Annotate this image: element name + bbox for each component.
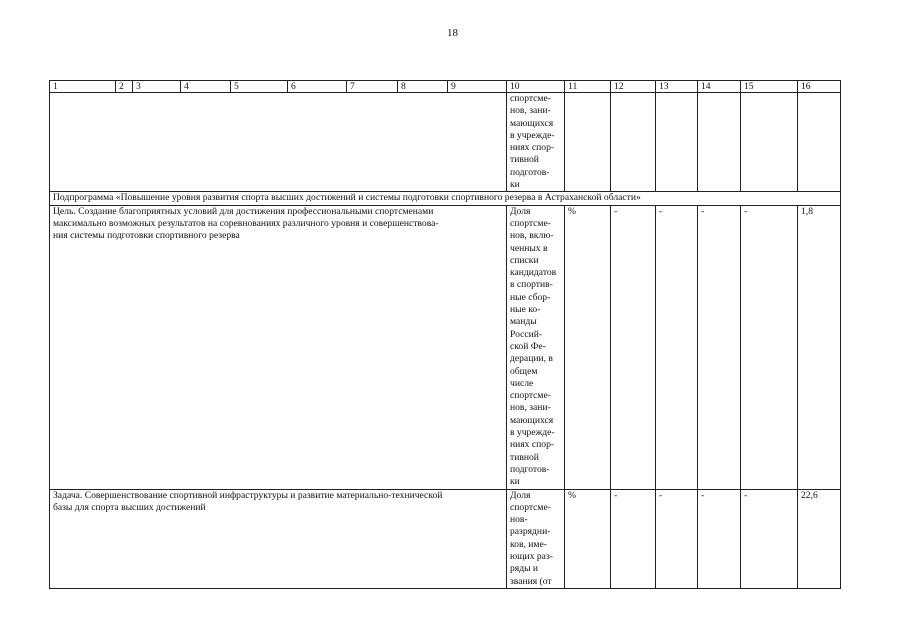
continuation-unit-cell	[565, 93, 611, 192]
indicator-line: нов, вклю-	[510, 230, 554, 242]
continuation-value-cell	[741, 93, 798, 192]
indicator-line: спортсме-	[510, 217, 551, 229]
continuation-value-cell	[611, 93, 656, 192]
goal-value-col15: -	[741, 205, 798, 489]
indicator-line: ющих раз-	[510, 550, 553, 562]
task-value-col14: -	[698, 489, 741, 588]
goal-text-line: максимально возможных результатов на соревнованиях различного уровня и совершенствова-	[53, 217, 439, 229]
indicator-line: в учрежде-	[510, 129, 555, 141]
continuation-value-cell	[798, 93, 841, 192]
indicator-line: ряды и	[510, 563, 539, 575]
column-header-15: 15	[741, 81, 798, 93]
indicator-line: числе	[510, 377, 534, 389]
column-header-6: 6	[288, 81, 347, 93]
goal-text-line: Цель. Создание благоприятных условий для достижения профессиональными спортсменами	[53, 205, 434, 217]
goal-value-col12: -	[611, 205, 656, 489]
goal-value-col13: -	[656, 205, 698, 489]
indicator-line: подготов-	[510, 463, 550, 475]
column-header-8: 8	[398, 81, 448, 93]
indicator-line: мающихся	[510, 414, 554, 426]
indicator-line: манды	[510, 316, 537, 328]
task-unit-cell: %	[565, 489, 611, 588]
column-header-7: 7	[347, 81, 398, 93]
indicator-line: общем	[510, 365, 538, 377]
column-header-4: 4	[181, 81, 231, 93]
column-header-9: 9	[448, 81, 507, 93]
indicator-line: кандидатов	[510, 267, 557, 279]
indicator-line: ные ко-	[510, 304, 541, 316]
indicator-line: спортсме-	[510, 93, 551, 104]
indicator-line: ные сбор-	[510, 291, 551, 303]
indicator-line: ниях спор-	[510, 439, 555, 451]
indicator-line: ниях спор-	[510, 142, 555, 154]
indicator-line: ки	[510, 179, 520, 191]
indicator-line: подготов-	[510, 166, 550, 178]
task-value-col12: -	[611, 489, 656, 588]
goal-description-cell	[50, 205, 507, 489]
indicator-line: ской Фе-	[510, 340, 546, 352]
continuation-row	[50, 93, 841, 192]
indicator-line: в учрежде-	[510, 427, 555, 439]
indicator-line: тивной	[510, 451, 539, 463]
column-header-2: 2	[116, 81, 133, 93]
indicator-line: в спортив-	[510, 279, 553, 291]
task-value-col13: -	[656, 489, 698, 588]
subprogram-row	[50, 192, 841, 205]
task-text-line: базы для спорта высших достижений	[53, 501, 206, 513]
indicator-line: Россий-	[510, 328, 543, 340]
goal-value-col16: 1,8	[798, 205, 841, 489]
indicator-line: спортсме-	[510, 390, 551, 402]
column-header-13: 13	[656, 81, 698, 93]
task-row	[50, 489, 841, 588]
task-indicator-cell	[507, 489, 565, 588]
continuation-value-cell	[656, 93, 698, 192]
indicator-line: Доля	[510, 205, 531, 217]
indicator-line: ки	[510, 476, 520, 488]
indicators-table	[49, 80, 841, 589]
column-header-5: 5	[231, 81, 288, 93]
indicator-line: спортсме-	[510, 501, 551, 513]
goal-text-line: ния системы подготовки спортивного резерва	[53, 230, 240, 242]
page-number: 18	[447, 27, 458, 39]
column-header-1: 1	[50, 81, 116, 93]
task-value-col16: 22,6	[798, 489, 841, 588]
goal-row	[50, 205, 841, 489]
column-header-16: 16	[798, 81, 841, 93]
indicator-line: нов-	[510, 514, 528, 526]
indicator-line: списки	[510, 254, 539, 266]
indicator-line: нов, зани-	[510, 105, 551, 117]
indicator-line: нов, зани-	[510, 402, 551, 414]
task-description-cell	[50, 489, 507, 588]
indicator-line: тивной	[510, 154, 539, 166]
continuation-value-cell	[698, 93, 741, 192]
indicator-line: ков, име-	[510, 538, 547, 550]
indicator-line: разрядни-	[510, 526, 551, 538]
indicator-line: звания (от	[510, 575, 552, 587]
goal-unit-cell: %	[565, 205, 611, 489]
column-header-11: 11	[565, 81, 611, 93]
continuation-indicator-cell	[507, 93, 565, 192]
column-number-row	[50, 81, 841, 93]
indicator-line: Доля	[510, 489, 531, 501]
subprogram-title: Подпрограмма «Повышение уровня развития спорта высших достижений и системы подготовки спортивного резерва в Астраханской области»	[50, 192, 841, 205]
task-value-col15: -	[741, 489, 798, 588]
column-header-3: 3	[133, 81, 181, 93]
indicator-line: мающихся	[510, 117, 554, 129]
goal-indicator-cell	[507, 205, 565, 489]
indicator-line: ченных в	[510, 242, 548, 254]
indicator-line: дерации, в	[510, 353, 553, 365]
column-header-12: 12	[611, 81, 656, 93]
column-header-10: 10	[507, 81, 565, 93]
column-header-14: 14	[698, 81, 741, 93]
goal-value-col14: -	[698, 205, 741, 489]
continuation-description-cell	[50, 93, 507, 192]
task-text-line: Задача. Совершенствование спортивной инфраструктуры и развитие материально-технической	[53, 489, 443, 501]
